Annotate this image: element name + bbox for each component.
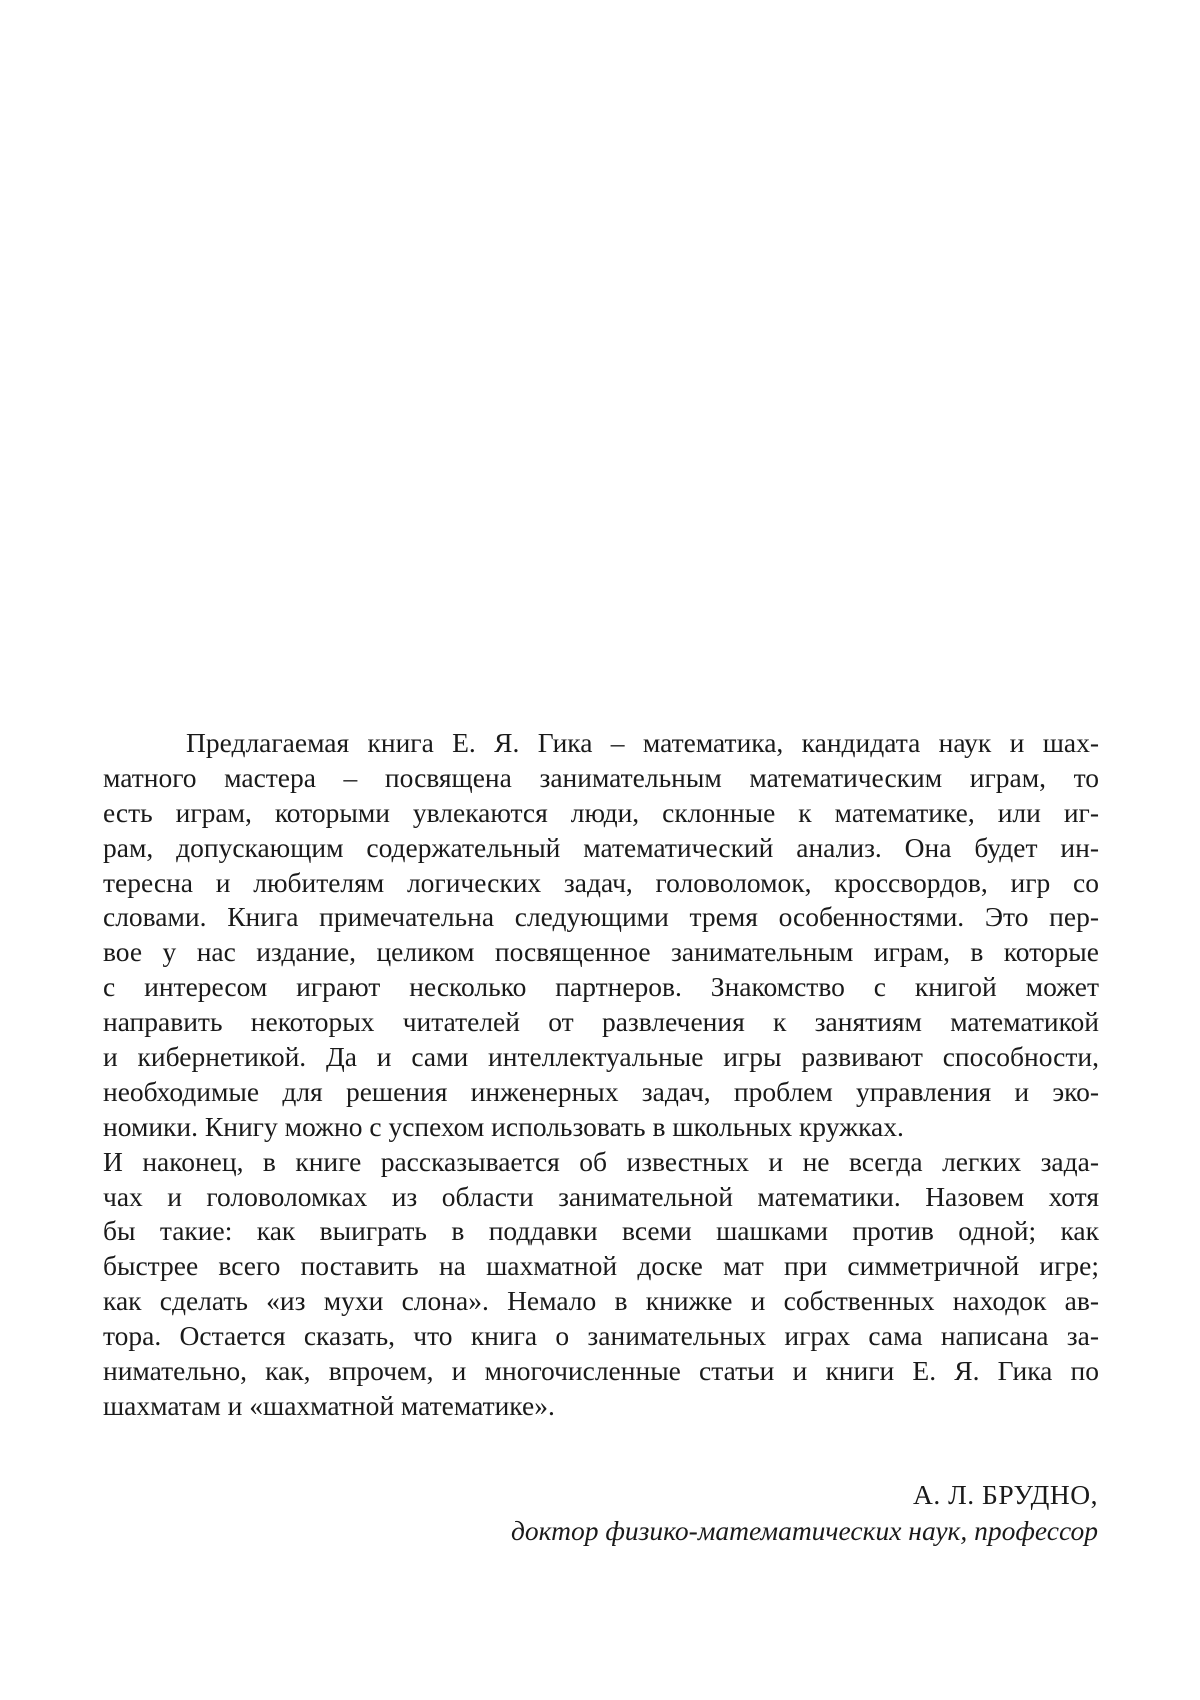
text-line: тора. Остается сказать, что книга о занимательных играх сама написана за- bbox=[103, 1319, 1099, 1354]
text-line: рам, допускающим содержательный математический анализ. Она будет ин- bbox=[103, 831, 1099, 866]
text-line: и кибернетикой. Да и сами интеллектуальные игры развивают способности, bbox=[103, 1040, 1099, 1075]
author-name: А. Л. БРУДНО, bbox=[511, 1477, 1098, 1513]
text-line: как сделать «из мухи слона». Немало в книжке и собственных находок ав- bbox=[103, 1284, 1099, 1319]
author-title: доктор физико-математических наук, профессор bbox=[511, 1513, 1098, 1549]
text-line: шахматам и «шахматной математике». bbox=[103, 1389, 1099, 1424]
text-line: есть играм, которыми увлекаются люди, склонные к математике, или иг- bbox=[103, 796, 1099, 831]
text-line: матного мастера – посвящена занимательным математическим играм, то bbox=[103, 761, 1099, 796]
text-line: тересна и любителям логических задач, головоломок, кроссвордов, игр со bbox=[103, 866, 1099, 901]
text-line: нимательно, как, впрочем, и многочисленные статьи и книги Е. Я. Гика по bbox=[103, 1354, 1099, 1389]
text-line: словами. Книга примечательна следующими тремя особенностями. Это пер- bbox=[103, 900, 1099, 935]
book-page bbox=[0, 0, 1200, 1700]
text-line: чах и головоломках из области занимательной математики. Назовем хотя bbox=[103, 1180, 1099, 1215]
text-line: номики. Книгу можно с успехом использовать в школьных кружках. bbox=[103, 1110, 1099, 1145]
text-line: бы такие: как выиграть в поддавки всеми шашками против одной; как bbox=[103, 1214, 1099, 1249]
preface-paragraph bbox=[103, 726, 1099, 1424]
text-line: необходимые для решения инженерных задач, проблем управления и эко- bbox=[103, 1075, 1099, 1110]
text-line: вое у нас издание, целиком посвященное занимательным играм, в которые bbox=[103, 935, 1099, 970]
text-line: И наконец, в книге рассказывается об известных и не всегда легких зада- bbox=[103, 1145, 1099, 1180]
text-line: направить некоторых читателей от развлечения к занятиям математикой bbox=[103, 1005, 1099, 1040]
author-signature bbox=[511, 1477, 1098, 1549]
text-line: с интересом играют несколько партнеров. Знакомство с книгой может bbox=[103, 970, 1099, 1005]
text-line: Предлагаемая книга Е. Я. Гика – математика, кандидата наук и шах- bbox=[103, 726, 1099, 761]
text-line: быстрее всего поставить на шахматной доске мат при симметричной игре; bbox=[103, 1249, 1099, 1284]
